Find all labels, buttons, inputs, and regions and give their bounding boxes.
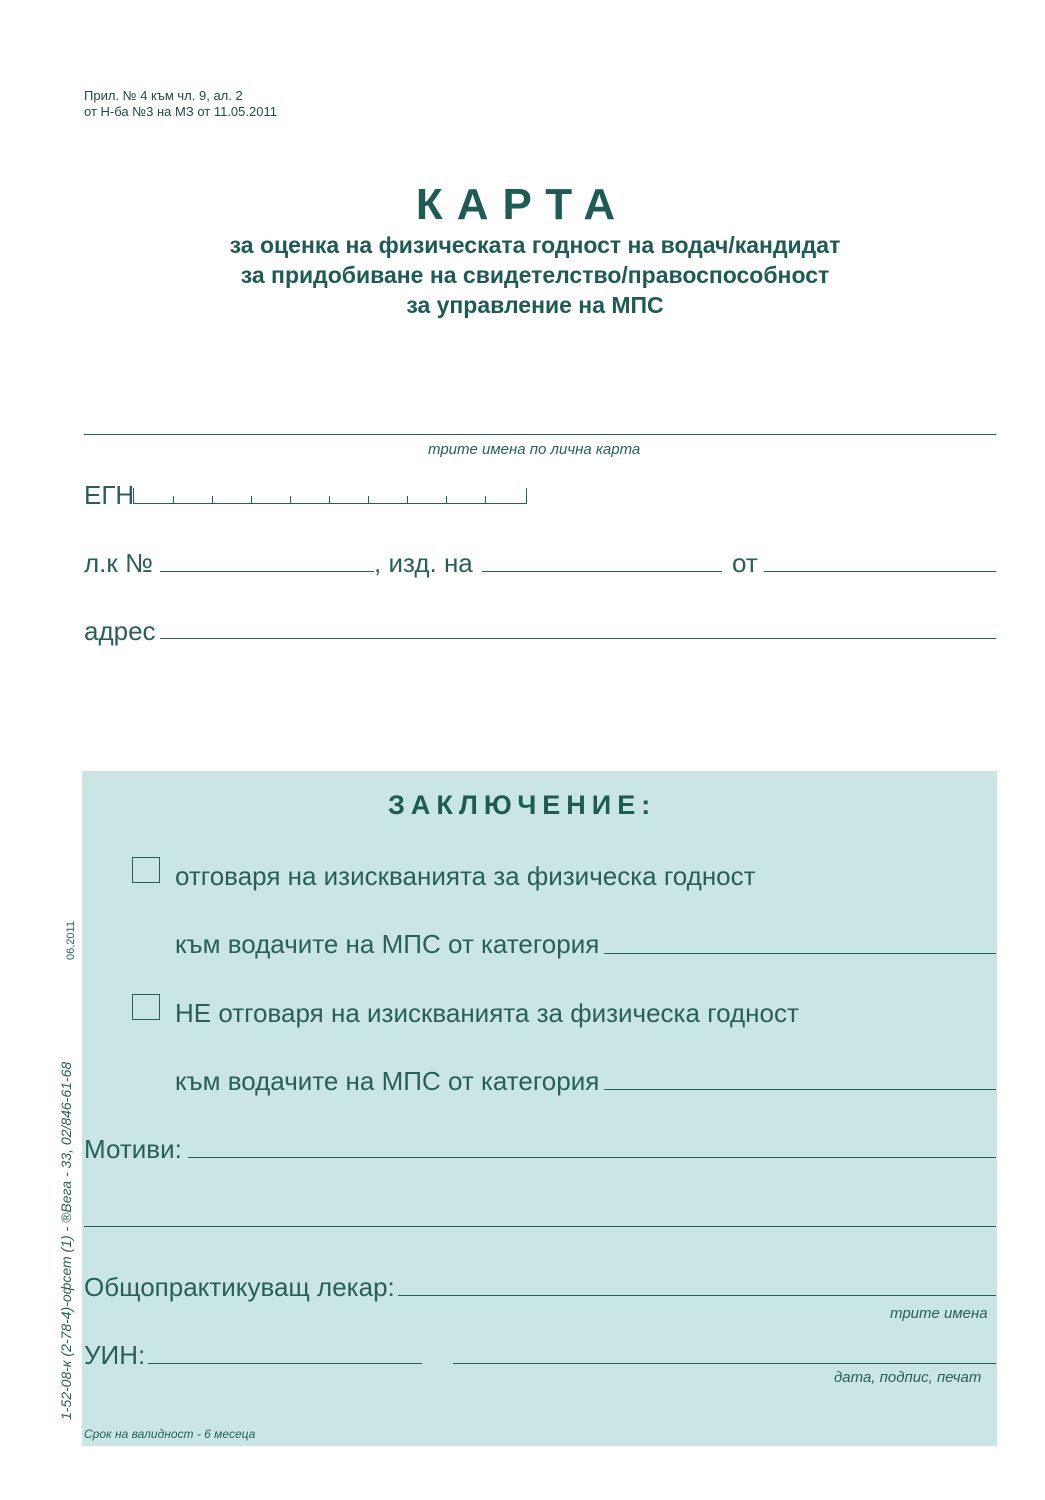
motives-field[interactable] (188, 1157, 996, 1158)
id-card-label: л.к № (84, 548, 153, 578)
id-card-number-field[interactable] (160, 571, 374, 572)
form-subtitle-line1: за оценка на физическата годност на водач/кандидат (229, 232, 841, 258)
uin-label: УИН: (84, 1340, 146, 1370)
regulation-reference (84, 88, 277, 120)
doctor-name-field[interactable] (398, 1295, 996, 1296)
fit-checkbox[interactable] (132, 857, 160, 883)
full-names-field[interactable] (84, 434, 996, 435)
egn-field[interactable] (133, 488, 527, 504)
signature-hint: дата, подпис, печат (834, 1369, 982, 1386)
unfit-category-field[interactable] (604, 1089, 996, 1090)
egn-label: ЕГН (84, 480, 135, 510)
unfit-option-line2: към водачите на МПС от категория (175, 1066, 600, 1096)
address-field[interactable] (160, 638, 996, 639)
print-date: 06.2011 (65, 921, 77, 960)
doctor-names-hint: трите имена (890, 1305, 988, 1322)
form-title: КАРТА (415, 180, 630, 229)
form-subtitle-line2: за придобиване на свидетелство/правоспособност (240, 262, 830, 288)
issued-by-label: , изд. на (374, 548, 473, 578)
uin-field[interactable] (148, 1363, 422, 1364)
print-code: 1-52-08-к (2-78-4)-офсет (1) - ®Вега - 33, 02/846-61-68 (58, 1061, 74, 1420)
full-names-hint: трите имена по лична карта (428, 441, 641, 458)
issued-date-label: от (732, 548, 758, 578)
form-subtitle-line3: за управление на МПС (406, 292, 664, 318)
fit-option-line1: отговаря на изискванията за физическа годност (175, 861, 756, 891)
motives-label: Мотиви: (84, 1134, 182, 1164)
fit-option-line2: към водачите на МПС от категория (175, 929, 600, 959)
conclusion-title: ЗАКЛЮЧЕНИЕ: (388, 790, 657, 820)
regulation-reference-line1: Прил. № 4 към чл. 9, ал. 2 (84, 88, 243, 103)
signature-field[interactable] (453, 1363, 996, 1364)
issued-date-field[interactable] (764, 571, 996, 572)
fit-category-field[interactable] (604, 953, 996, 954)
address-label: адрес (84, 616, 156, 646)
validity-note: Срок на валидност - 6 месеца (84, 1427, 256, 1441)
unfit-checkbox[interactable] (132, 994, 160, 1020)
motives-field-line2[interactable] (84, 1226, 996, 1227)
unfit-option-line1: НЕ отговаря на изискванията за физическа годност (175, 998, 799, 1028)
issued-by-field[interactable] (482, 571, 722, 572)
doctor-label: Общопрактикуващ лекар: (84, 1272, 395, 1302)
regulation-reference-line2: от Н-ба №3 на МЗ от 11.05.2011 (84, 104, 277, 119)
